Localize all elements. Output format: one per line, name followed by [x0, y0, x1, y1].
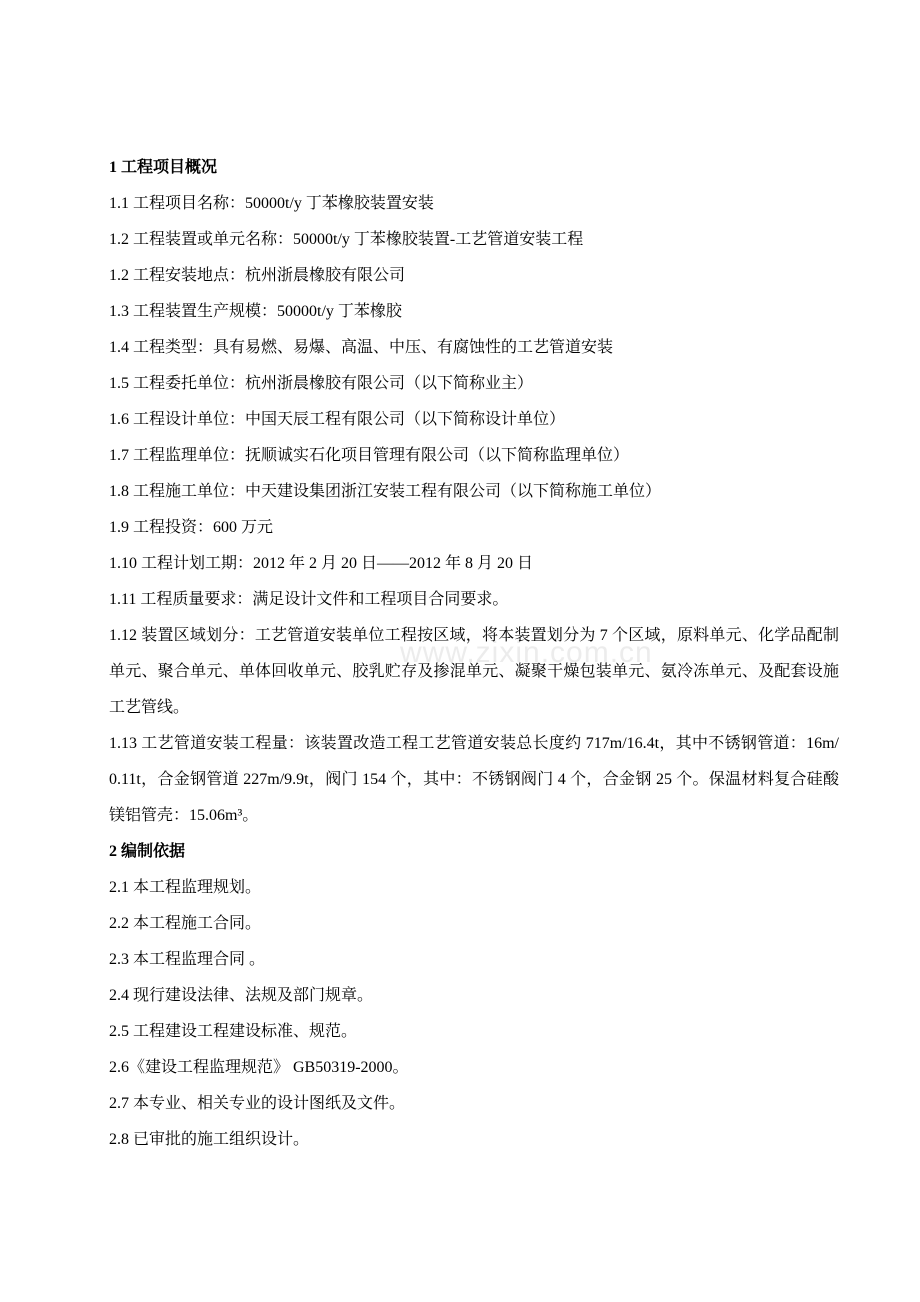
item-1-2-b: 1.2 工程安装地点：杭州浙晨橡胶有限公司	[109, 267, 406, 284]
item-1-1: 1.1 工程项目名称：50000t/y 丁苯橡胶装置安装	[109, 195, 434, 212]
item-1-2-a: 1.2 工程装置或单元名称：50000t/y 丁苯橡胶装置-工艺管道安装工程	[109, 231, 584, 248]
item-2-1: 2.1 本工程监理规划。	[109, 879, 262, 896]
item-2-7: 2.7 本专业、相关专业的设计图纸及文件。	[109, 1095, 406, 1112]
item-2-6: 2.6《建设工程监理规范》 GB50319-2000。	[109, 1059, 409, 1076]
item-2-3: 2.3 本工程监理合同 。	[109, 951, 266, 968]
item-2-5: 2.5 工程建设工程建设标准、规范。	[109, 1023, 358, 1040]
item-1-9: 1.9 工程投资：600 万元	[109, 519, 274, 536]
item-1-5: 1.5 工程委托单位：杭州浙晨橡胶有限公司（以下简称业主）	[109, 375, 534, 392]
item-2-4: 2.4 现行建设法律、法规及部门规章。	[109, 987, 374, 1004]
item-1-13: 1.13 工艺管道安装工程量：该装置改造工程工艺管道安装总长度约 717m/16.4t，其中不锈钢管道：16m/0.11t，合金钢管道 227m/9.9t，阀门 154 个，其中：不锈钢阀门 4 个，合金钢 25 个。保温材料复合硅酸镁铝管壳：15.06m³。	[109, 735, 839, 824]
watermark: www.zixin.com.cn	[400, 636, 653, 669]
item-1-11: 1.11 工程质量要求：满足设计文件和工程项目合同要求。	[109, 591, 509, 608]
item-1-12: 1.12 装置区域划分：工艺管道安装单位工程按区域，将本装置划分为 7 个区域，原料单元、化学品配制单元、聚合单元、单体回收单元、胶乳贮存及掺混单元、凝聚干燥包装单元、氨冷冻单元、及配套设施工艺管线。	[109, 627, 839, 716]
section-2-heading: 2 编制依据	[109, 843, 186, 860]
document-page	[109, 150, 839, 1158]
item-2-2: 2.2 本工程施工合同。	[109, 915, 262, 932]
section-1-heading: 1 工程项目概况	[109, 159, 218, 176]
item-1-8: 1.8 工程施工单位：中天建设集团浙江安装工程有限公司（以下简称施工单位）	[109, 483, 662, 500]
item-2-8: 2.8 已审批的施工组织设计。	[109, 1131, 310, 1148]
item-1-6: 1.6 工程设计单位：中国天辰工程有限公司（以下简称设计单位）	[109, 411, 566, 428]
item-1-3: 1.3 工程装置生产规模：50000t/y 丁苯橡胶	[109, 303, 402, 320]
item-1-10: 1.10 工程计划工期：2012 年 2 月 20 日——2012 年 8 月 20 日	[109, 555, 534, 572]
item-1-7: 1.7 工程监理单位：抚顺诚实石化项目管理有限公司（以下简称监理单位）	[109, 447, 630, 464]
item-1-4: 1.4 工程类型：具有易燃、易爆、高温、中压、有腐蚀性的工艺管道安装	[109, 339, 614, 356]
